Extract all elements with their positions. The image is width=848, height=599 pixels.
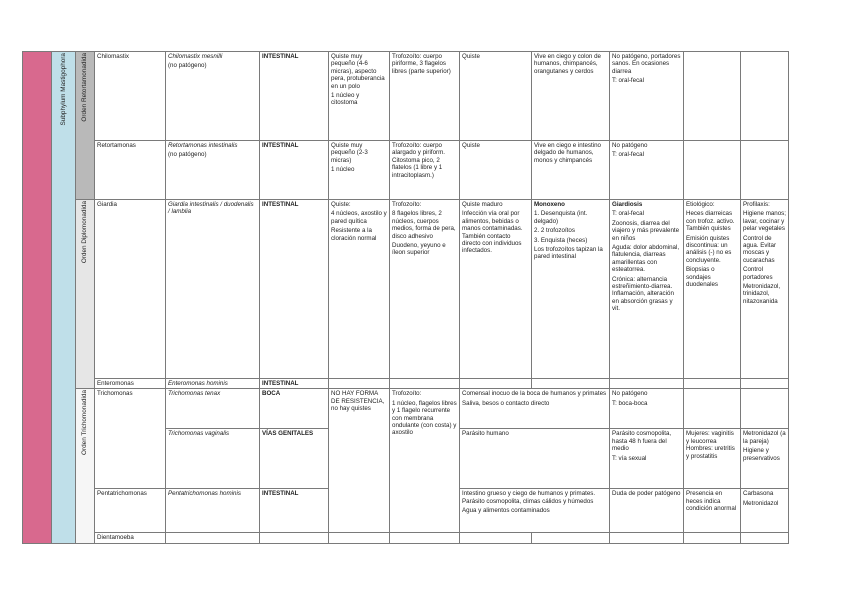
order-trichomonadida-cell (76, 389, 95, 543)
cyst-text: 1 núcleo (331, 166, 355, 174)
genus-cell: Giardia (95, 200, 166, 379)
location-cell: VÍAS GENITALES (260, 429, 329, 489)
treatment-text: Metronidazol (743, 499, 779, 507)
cyst-text: 4 núcleos, axostilo y pared quítica (331, 210, 387, 225)
subphylum-cell (52, 52, 76, 544)
empty-cell (532, 379, 610, 389)
empty-cell (610, 533, 684, 543)
troph-text: 1 núcleo, flagelos libres y 1 flagelo recurrente con membrana ondulante (con costa) y axostilo (392, 399, 457, 437)
habitat-cell: Vive en ciego y colon de humanos, chimpancés, orangutanes y cerdos (532, 52, 610, 141)
genus-cell: Pentatrichomonas (95, 489, 166, 533)
empty-cell (741, 379, 789, 389)
habitat-cell: Vive en ciego e intestino delgado de humanos, monos y chimpancés (532, 141, 610, 200)
species-note: (no patógeno) (168, 62, 207, 70)
cyst-text: Quiste: (331, 201, 351, 208)
empty-cell (741, 52, 789, 141)
empty-cell (390, 533, 460, 543)
species-cell (166, 52, 260, 141)
empty-cell (684, 379, 741, 389)
cyst-text: Quiste muy pequeño (2-3 micras) (331, 142, 368, 164)
cyst-cell (329, 141, 390, 200)
troph-cell (390, 389, 460, 533)
habitat-cell (460, 389, 610, 429)
treatment-text: Control de agua. Evitar moscas y cucarachas (743, 234, 777, 264)
treatment-text: Higiene y preservativos (743, 447, 780, 462)
troph-text: Trofozoíto: (392, 201, 422, 208)
habitat-text: Saliva, besos o contacto directo (462, 399, 550, 407)
order-label: Orden Diplomonadida (81, 201, 89, 264)
disease-text: Aguda: dolor abdominal, flatulencia, diarreas amarillentas con esteatorrea. (612, 244, 680, 274)
habitat-cell: Parásito humano (460, 429, 610, 489)
mastigophora-table (22, 51, 842, 544)
disease-text: Crónica: alternancia estreñimiento-diarrea. Inflamación, alteración en absorción grasas y vit. (612, 275, 674, 313)
diagnosis-cell (684, 200, 741, 379)
disease-cell (610, 200, 684, 379)
empty-cell (684, 52, 741, 141)
cyst-text: Resistente a la cloración normal (331, 227, 377, 242)
genus-cell: Dientamoeba (95, 533, 166, 543)
pink-margin-band (23, 52, 52, 544)
cyst-cell (329, 200, 390, 379)
empty-cell (741, 533, 789, 543)
cycle-text: 3. Enquista (heces) (534, 236, 588, 244)
empty-cell (390, 379, 460, 389)
diagnosis-text: Emisión quistes discontinua: un análisis (-) no es concluyente. (686, 234, 732, 264)
habitat-text: Comensal inocuo de la boca de humanos y primates (462, 390, 607, 398)
treatment-cell (741, 200, 789, 379)
pathology-cell: Duda de poder patógeno (610, 489, 684, 533)
species-cell: Pentatrichomonas hominis (166, 489, 260, 533)
disease-title: Giardiosis (612, 201, 643, 208)
genus-cell: Chilomastix (95, 52, 166, 141)
empty-cell (684, 389, 741, 429)
habitat-text: Agua y alimentos contaminados (462, 507, 550, 515)
treatment-text: Metronidazol (a la pareja) (743, 430, 786, 445)
cycle-cell (532, 200, 610, 379)
empty-cell (684, 533, 741, 543)
empty-cell (260, 533, 329, 543)
table-row (23, 533, 842, 543)
empty-cell (460, 533, 532, 543)
pathology-text: No patógeno (612, 142, 648, 149)
cyst-text: Quiste muy pequeño (4-6 micras), aspecto pera, protuberancia en un polo (331, 53, 385, 90)
location-cell: INTESTINAL (260, 489, 329, 533)
treatment-text: Metronidazol, trinidazol, nitazoxanida (743, 283, 781, 305)
infective-cell (460, 200, 532, 379)
species-cell: Enteromonas hominis (166, 379, 260, 389)
habitat-cell (460, 489, 610, 533)
genus-cell: Trichomonas (95, 389, 166, 489)
order-diplomonadida-cell (76, 200, 95, 389)
location-cell: INTESTINAL (260, 200, 329, 379)
pathology-text: T: boca-boca (612, 399, 648, 407)
cycle-title: Monoxeno (534, 201, 565, 208)
location-cell: INTESTINAL (260, 52, 329, 141)
infective-cell: Quiste (460, 141, 532, 200)
empty-cell (329, 533, 390, 543)
empty-cell (684, 141, 741, 200)
cyst-cell: NO HAY FORMA DE RESISTENCIA, no hay quistes (329, 389, 390, 533)
troph-text: Trofozoíto: cuerpo piriforme, 3 flagelos libres (parte superior) (392, 53, 451, 75)
troph-text: Duodeno, yeyuno e íleon superior (392, 242, 446, 257)
pathology-text: T: vía sexual (612, 454, 647, 462)
location-cell: INTESTINAL (260, 379, 329, 389)
cyst-text: 1 núcleo y citostoma (331, 92, 360, 107)
disease-text: Zoonosis, diarrea del viajero y más prevalente en niños (612, 219, 680, 242)
treatment-text: Control portadores (743, 266, 773, 281)
troph-cell (390, 200, 460, 379)
troph-text: Trofozoíto: cuerpo alargado y piriform. Citostoma pico, 2 flatelos (1 libre y 1 intracitoplasm.) (392, 142, 445, 179)
empty-cell (610, 379, 684, 389)
pathology-cell (610, 389, 684, 429)
disease-text: T: oral-fecal (612, 210, 644, 218)
cycle-text: 2. 2 trofozoítos (534, 227, 575, 235)
infective-text: Quiste maduro (462, 201, 503, 208)
diagnosis-cell: Presencia en heces indica condición anormal (684, 489, 741, 533)
species-note: (no patógeno) (168, 151, 207, 159)
pathology-text: T: oral-fecal (612, 77, 644, 85)
species-cell: Trichomonas tenax (166, 389, 260, 429)
infective-cell: Quiste (460, 52, 532, 141)
troph-text: Trofozoíto: (392, 390, 422, 398)
table-row (23, 379, 842, 389)
empty-cell (741, 389, 789, 429)
location-cell: BOCA (260, 389, 329, 429)
empty-cell (166, 533, 260, 543)
diagnosis-text: Biopsias o sondajes duodenales (686, 266, 718, 289)
habitat-text: Intestino grueso y ciego de humanos y primates. Parásito cosmopolita, climas cálidos y húmedos (462, 490, 596, 505)
empty-cell (532, 533, 610, 543)
troph-cell (390, 52, 460, 141)
pathology-cell (610, 52, 684, 141)
species-cell: Trichomonas vaginalis (166, 429, 260, 489)
treatment-cell (741, 429, 789, 489)
cyst-cell (329, 52, 390, 141)
empty-cell (741, 141, 789, 200)
species-cell: Giardia intestinalis / duodenalis / lamblia (166, 200, 260, 379)
location-cell: INTESTINAL (260, 141, 329, 200)
empty-cell (329, 379, 390, 389)
diagnosis-title: Etiológico: (686, 201, 715, 208)
treatment-cell (741, 489, 789, 533)
cycle-text: Los trofozoítos tapizan la pared intestinal (534, 246, 603, 261)
order-retortamonadida-cell (76, 52, 95, 200)
table-row (23, 389, 842, 429)
troph-text: 8 flagelos libres, 2 núcleos, cuerpos medios, forma de pera, disco adhesivo (392, 210, 456, 240)
genus-cell: Retortamonas (95, 141, 166, 200)
table-row (23, 52, 842, 141)
treatment-text: Higiene manos; lavar, cocinar y pelar vegetales (743, 210, 786, 233)
species-cell (166, 141, 260, 200)
pathology-cell (610, 141, 684, 200)
table-row (23, 141, 842, 200)
table-row (23, 200, 842, 379)
subphylum-label: Subphylum Mastigophora (59, 53, 67, 126)
treatment-title: Profilaxis: (743, 201, 770, 208)
pathology-text: No patógeno (612, 390, 648, 398)
diagnosis-cell: Mujeres: vaginitis y leucorrea Hombres: uretritis y prostatitis (684, 429, 741, 489)
species-name: Chilomastix mesnilli (168, 53, 223, 60)
order-label: Orden Retortamonadida (81, 53, 89, 122)
treatment-text: Carbasona (743, 490, 774, 498)
pathology-cell (610, 429, 684, 489)
pathology-text: No patógeno, portadores sanos. En ocasiones diarrea (612, 53, 681, 75)
troph-cell (390, 141, 460, 200)
order-label: Orden Trichomonadida (81, 390, 89, 456)
genus-cell: Enteromonas (95, 379, 166, 389)
pathology-text: T: oral-fecal (612, 151, 644, 159)
empty-cell (460, 379, 532, 389)
diagnosis-text: Heces diarreicas con trofoz. activo. También quistes (686, 210, 735, 233)
species-name: Retortamonas intestinalis (168, 142, 238, 149)
pathology-text: Parásito cosmopolita, hasta 48 h fuera del medio (612, 430, 672, 453)
cycle-text: 1. Desenquista (int. delgado) (534, 210, 588, 225)
infective-text: Infección vía oral por alimentos, bebidas o manos contaminadas. También contacto directo con individuos infectados. (462, 210, 523, 255)
